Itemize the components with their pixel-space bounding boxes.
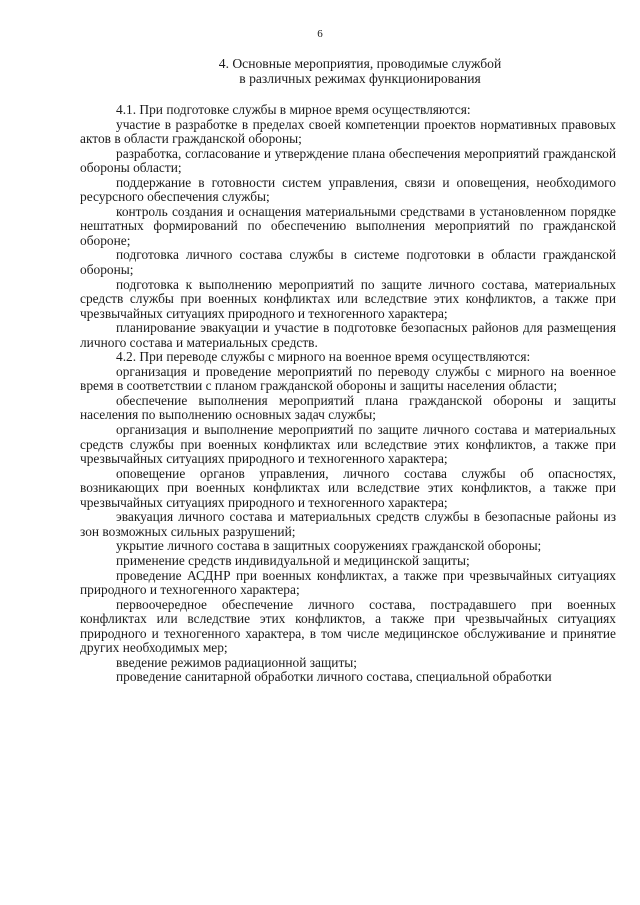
paragraph: оповещение органов управления, личного состава службы об опасностях, возникающих при военных конфликтах или вследствие этих конфликтов, а также при чрезвычайных ситуациях природного и техногенного характера; [80, 465, 616, 510]
paragraph: введение режимов радиационной защиты; [116, 654, 358, 670]
paragraph: подготовка личного состава службы в системе подготовки в области гражданской обороны; [80, 247, 616, 278]
paragraph: проведение санитарной обработки личного состава, специальной обработки [116, 669, 552, 685]
paragraph: 4.2. При переводе службы с мирного на военное время осуществляются: [116, 349, 531, 365]
paragraph: планирование эвакуации и участие в подготовке безопасных районов для размещения личного состава и материальных средств. [80, 320, 616, 350]
paragraph: проведение АСДНР при военных конфликтах, а также при чрезвычайных ситуациях природного и техногенного характера; [80, 567, 616, 598]
section-heading-line-1: 4. Основные мероприятия, проводимые службой [218, 56, 502, 71]
paragraph: организация и проведение мероприятий по переводу службы с мирного на военное время в соответствии с планом гражданской обороны и защиты населения области; [80, 363, 616, 394]
paragraph: организация и выполнение мероприятий по защите личного состава и материальных средств службы при военных конфликтах или вследствие этих конфликтов, а также при чрезвычайных ситуациях природного и техногенного характера; [80, 422, 616, 467]
section-heading [100, 56, 620, 86]
paragraph: 4.1. При подготовке службы в мирное время осуществляются: [116, 102, 471, 117]
section-heading-line-2: в различных режимах функционирования [239, 71, 481, 86]
paragraph: контроль создания и оснащения материальными средствами в установленном порядке нештатных формирований по обеспечению выполнения мероприятий по гражданской обороне; [80, 203, 616, 248]
page-number: 6 [317, 28, 323, 40]
paragraph: укрытие личного состава в защитных сооружениях гражданской обороны; [116, 538, 542, 554]
paragraph: первоочередное обеспечение личного состава, пострадавшего при военных конфликтах или вследствие этих конфликтов, а также при чрезвычайных ситуациях природного и техногенного характера, в том числе медицинское обслуживание и принятие других необходимых мер; [80, 596, 616, 656]
paragraph: участие в разработке в пределах своей компетенции проектов нормативных правовых актов в области гражданской обороны; [80, 116, 616, 147]
paragraph: поддержание в готовности систем управления, связи и оповещения, необходимого ресурсного обеспечения службы; [80, 174, 616, 205]
paragraph: разработка, согласование и утверждение плана обеспечения мероприятий гражданской обороны области; [80, 145, 616, 176]
paragraph: эвакуация личного состава и материальных средств службы в безопасные районы из зон возможных сильных разрушений; [80, 509, 616, 539]
paragraph: подготовка к выполнению мероприятий по защите личного состава, материальных средств службы при военных конфликтах или вследствие этих конфликтов, а также при чрезвычайных ситуациях природного и техногенного характера; [80, 276, 616, 321]
paragraph: применение средств индивидуальной и медицинской защиты; [116, 552, 470, 568]
document-body [80, 103, 616, 685]
paragraph: обеспечение выполнения мероприятий плана гражданской обороны и защиты населения по выполнению основных задач службы; [80, 392, 616, 423]
